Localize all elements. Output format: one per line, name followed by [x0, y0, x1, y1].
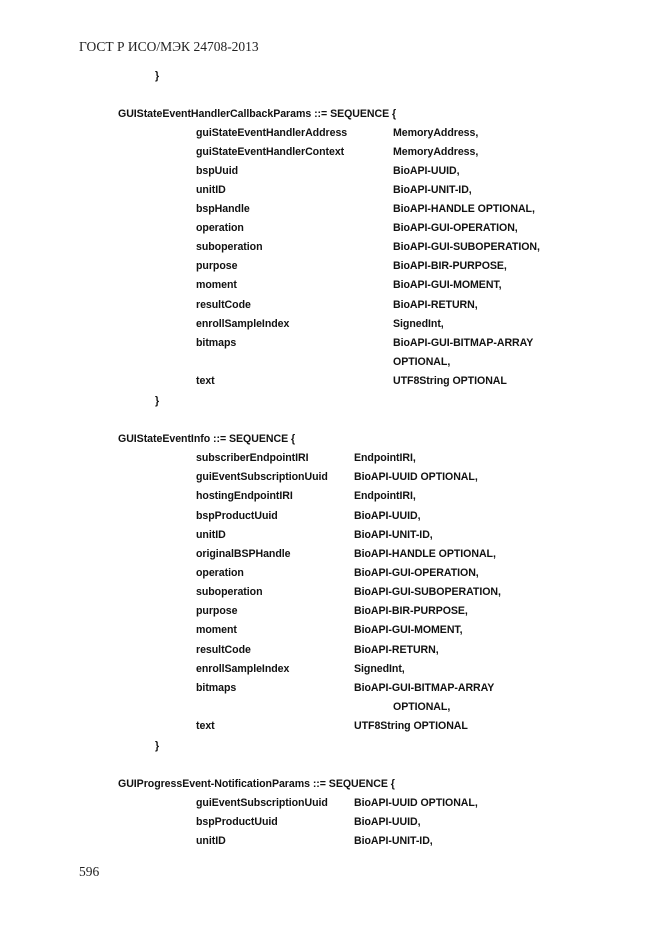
- field-name: unitID: [196, 835, 226, 847]
- field-type: BioAPI-GUI-OPERATION,: [393, 222, 518, 234]
- page-header: ГОСТ Р ИСО/МЭК 24708-2013: [79, 39, 259, 54]
- field-type: BioAPI-UNIT-ID,: [354, 529, 433, 541]
- field-name: moment: [196, 624, 237, 636]
- field-name: guiStateEventHandlerAddress: [196, 127, 348, 139]
- field-type: BioAPI-GUI-MOMENT,: [393, 279, 502, 291]
- field-type: BioAPI-BIR-PURPOSE,: [393, 260, 507, 272]
- field-name: text: [196, 720, 215, 732]
- section-declaration: GUIProgressEvent-NotificationParams ::= SEQUENCE {: [118, 778, 395, 790]
- field-name: moment: [196, 279, 237, 291]
- section-declaration: GUIStateEventHandlerCallbackParams ::= SEQUENCE {: [118, 108, 397, 120]
- closing-brace: }: [155, 740, 160, 752]
- field-name: suboperation: [196, 241, 263, 253]
- field-type: BioAPI-RETURN,: [354, 644, 439, 656]
- field-name: hostingEndpointIRI: [196, 490, 293, 502]
- field-name: purpose: [196, 260, 238, 272]
- field-type: UTF8String OPTIONAL: [393, 375, 507, 387]
- field-name: subscriberEndpointIRI: [196, 452, 309, 464]
- field-type: MemoryAddress,: [393, 146, 479, 158]
- field-type: BioAPI-UUID,: [354, 510, 421, 522]
- field-type: MemoryAddress,: [393, 127, 479, 139]
- field-name: resultCode: [196, 299, 251, 311]
- field-name: unitID: [196, 529, 226, 541]
- closing-brace: }: [155, 395, 160, 407]
- field-name: guiStateEventHandlerContext: [196, 146, 345, 158]
- field-name: bspProductUuid: [196, 510, 278, 522]
- field-type: SignedInt,: [354, 663, 405, 675]
- field-name: unitID: [196, 184, 226, 196]
- field-type: UTF8String OPTIONAL: [354, 720, 468, 732]
- closing-brace: }: [155, 70, 160, 82]
- field-type: EndpointIRI,: [354, 490, 416, 502]
- field-name: originalBSPHandle: [196, 548, 291, 560]
- field-type: BioAPI-BIR-PURPOSE,: [354, 605, 468, 617]
- field-name: bspUuid: [196, 165, 239, 177]
- field-type: BioAPI-GUI-MOMENT,: [354, 624, 463, 636]
- field-name: operation: [196, 222, 244, 234]
- field-type: BioAPI-GUI-OPERATION,: [354, 567, 479, 579]
- field-name: guiEventSubscriptionUuid: [196, 797, 328, 809]
- field-type: BioAPI-UUID,: [354, 816, 421, 828]
- field-type: BioAPI-GUI-BITMAP-ARRAY: [393, 337, 534, 349]
- page-number: 596: [79, 864, 100, 879]
- field-type: BioAPI-UNIT-ID,: [393, 184, 472, 196]
- section-declaration: GUIStateEventInfo ::= SEQUENCE {: [118, 433, 296, 445]
- field-name: bspProductUuid: [196, 816, 278, 828]
- field-name: bitmaps: [196, 337, 237, 349]
- field-name: bspHandle: [196, 203, 250, 215]
- field-type: BioAPI-GUI-SUBOPERATION,: [354, 586, 501, 598]
- field-type: BioAPI-UUID OPTIONAL,: [354, 797, 478, 809]
- field-name: guiEventSubscriptionUuid: [196, 471, 328, 483]
- field-type: BioAPI-UNIT-ID,: [354, 835, 433, 847]
- field-name: suboperation: [196, 586, 263, 598]
- field-name: bitmaps: [196, 682, 237, 694]
- field-type: BioAPI-UUID,: [393, 165, 460, 177]
- field-name: enrollSampleIndex: [196, 663, 290, 675]
- field-type: BioAPI-HANDLE OPTIONAL,: [354, 548, 496, 560]
- field-type: BioAPI-GUI-BITMAP-ARRAY: [354, 682, 495, 694]
- field-type: SignedInt,: [393, 318, 444, 330]
- field-name: resultCode: [196, 644, 251, 656]
- field-type: BioAPI-RETURN,: [393, 299, 478, 311]
- field-name: text: [196, 375, 215, 387]
- field-type: BioAPI-GUI-SUBOPERATION,: [393, 241, 540, 253]
- field-name: purpose: [196, 605, 238, 617]
- field-type: BioAPI-UUID OPTIONAL,: [354, 471, 478, 483]
- field-type-continuation: OPTIONAL,: [393, 356, 451, 368]
- field-type: EndpointIRI,: [354, 452, 416, 464]
- field-type: BioAPI-HANDLE OPTIONAL,: [393, 203, 535, 215]
- field-name: enrollSampleIndex: [196, 318, 290, 330]
- field-name: operation: [196, 567, 244, 579]
- field-type-continuation: OPTIONAL,: [393, 701, 451, 713]
